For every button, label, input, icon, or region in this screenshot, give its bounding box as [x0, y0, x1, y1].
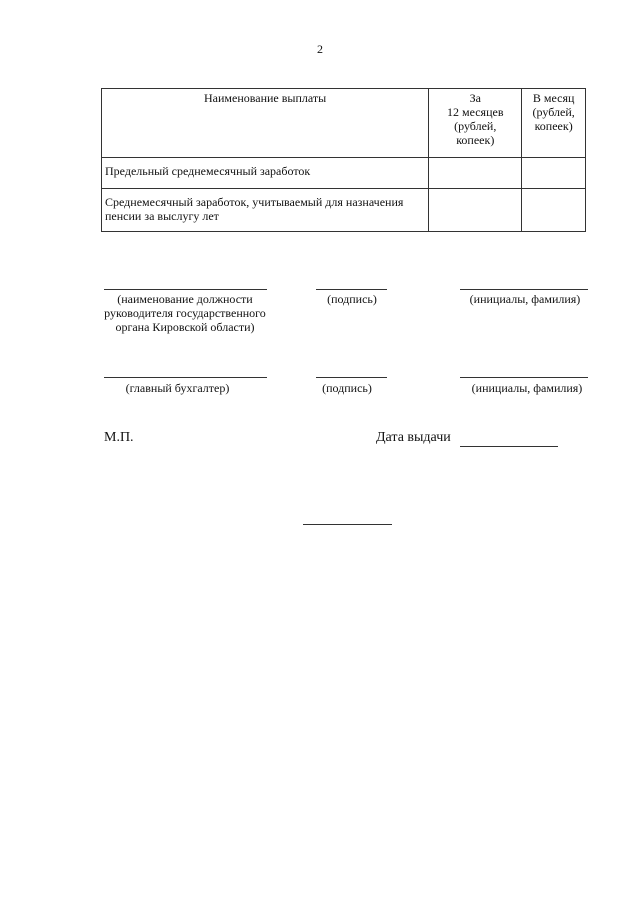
row-avg-earnings-12m: [429, 189, 522, 232]
signature-line: [316, 289, 387, 290]
signature-caption: (подпись): [327, 292, 377, 306]
payment-table: [101, 88, 586, 232]
accountant-caption: (главный бухгалтер): [125, 381, 230, 395]
accountant-signature-line: [104, 377, 267, 378]
name-signature-line: [460, 289, 588, 290]
row-limit-earnings-12m: [429, 158, 522, 189]
header-per-month-text: В месяц (рублей, копеек): [532, 91, 575, 133]
position-signature-line: [104, 289, 267, 290]
accountant-name-caption: (инициалы, фамилия): [471, 381, 583, 395]
header-12-months-text: За 12 месяцев (рублей, копеек): [447, 91, 504, 147]
row-avg-earnings-month: [522, 189, 586, 232]
header-12-months: [429, 89, 522, 158]
position-caption: (наименование должности руководителя государственного органа Кировской области): [104, 292, 266, 334]
page-number: 2: [317, 42, 323, 56]
issue-date-line: [460, 446, 558, 447]
accountant-name-line: [460, 377, 588, 378]
end-separator-line: [303, 524, 392, 525]
stamp-label: М.П.: [104, 430, 134, 445]
row-limit-earnings-label: Предельный среднемесячный заработок: [102, 158, 429, 189]
header-per-month: [522, 89, 586, 158]
accountant-signature-line-2: [316, 377, 387, 378]
row-avg-earnings-label: Среднемесячный заработок, учитываемый для назначения пенсии за выслугу лет: [102, 189, 429, 232]
row-limit-earnings-month: [522, 158, 586, 189]
table-header-row: [102, 89, 586, 158]
accountant-signature-caption: (подпись): [322, 381, 372, 395]
issue-date-label: Дата выдачи: [376, 430, 451, 445]
table-row: [102, 189, 586, 232]
name-caption: (инициалы, фамилия): [469, 292, 581, 306]
table-row: [102, 158, 586, 189]
header-payment-name: Наименование выплаты: [102, 89, 429, 158]
